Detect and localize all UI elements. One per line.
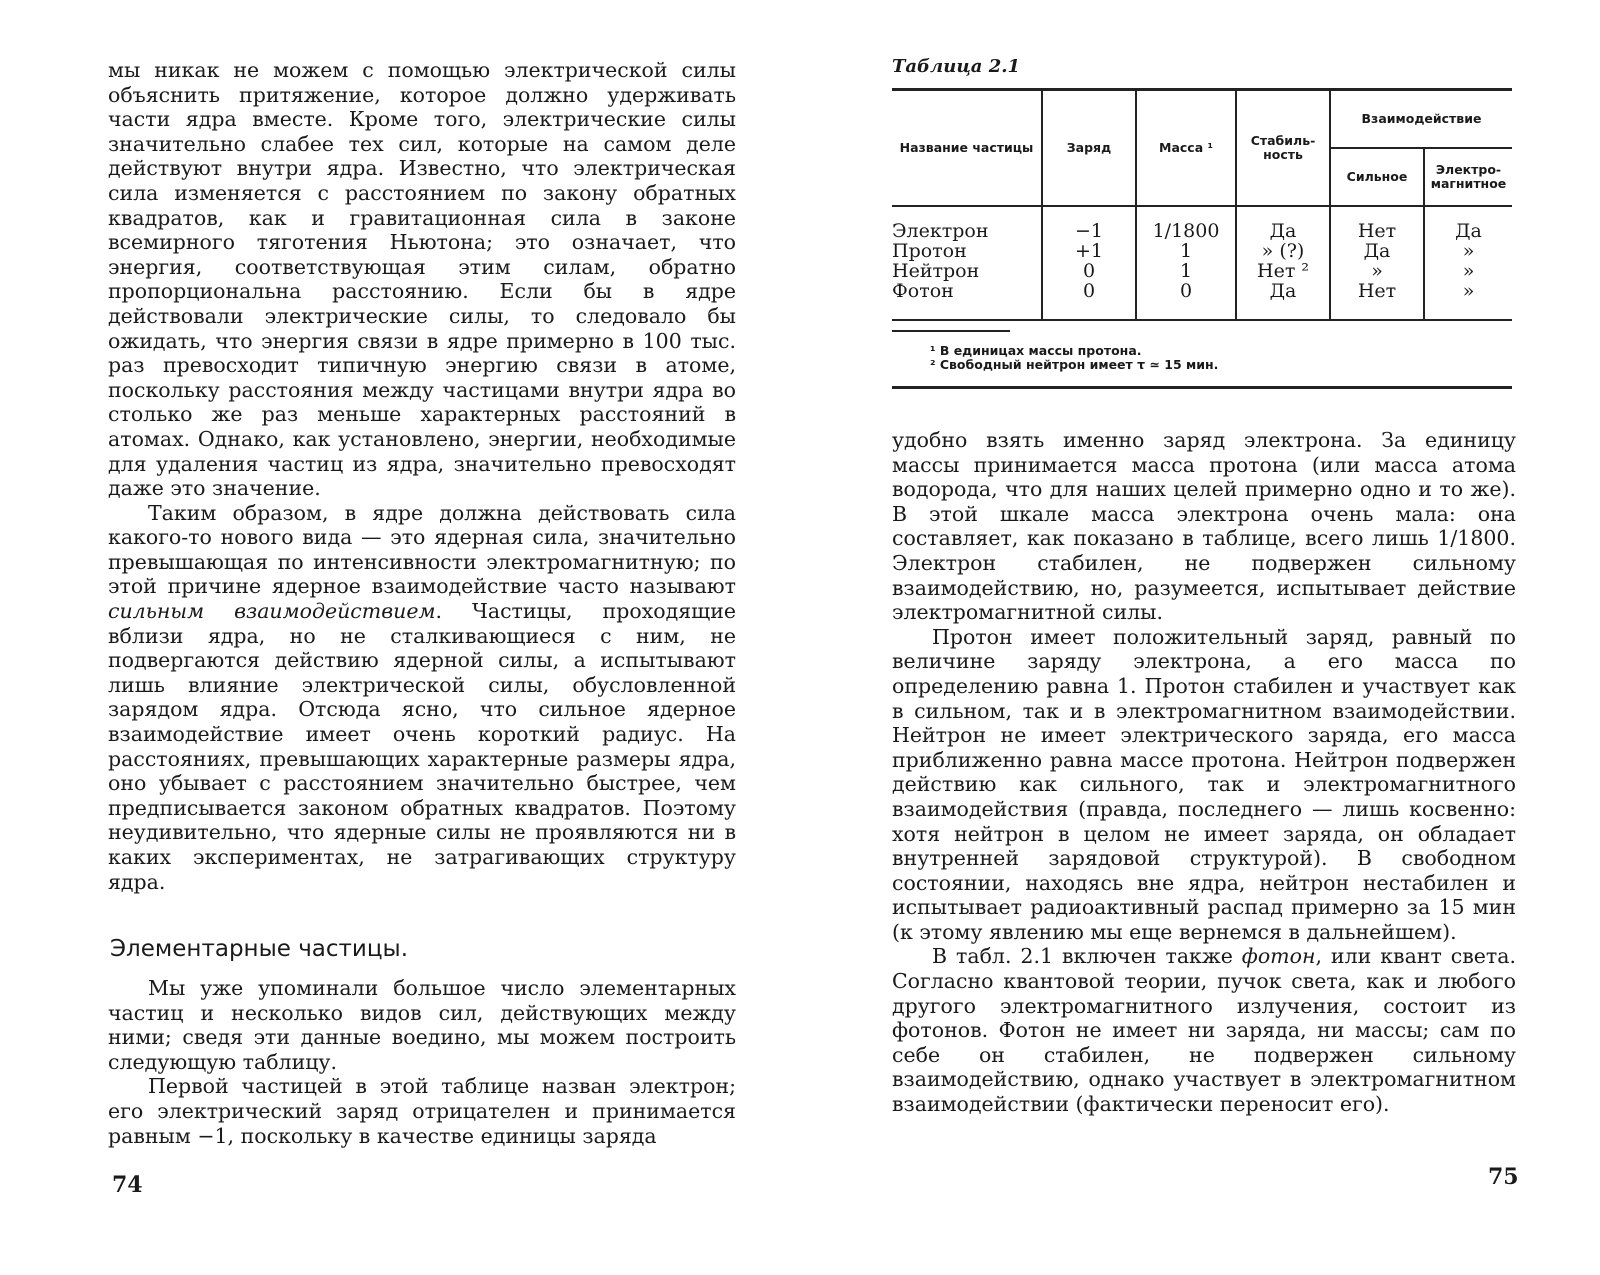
table-cell: » (?) xyxy=(1261,240,1305,262)
table-cell: Протон xyxy=(892,240,967,262)
header-electromagnetic: Электро-магнитное xyxy=(1424,148,1512,206)
table-cell: Да xyxy=(1363,240,1391,262)
table-cell: » xyxy=(1462,260,1475,282)
footnote: ² Свободный нейтрон имеет τ ≃ 15 мин. xyxy=(930,357,1219,372)
table-cell: 0 xyxy=(1082,260,1096,282)
emphasized-term: сильным взаимодействием xyxy=(108,599,436,624)
table-cell: 0 xyxy=(1082,280,1096,302)
section-heading: Элементарные частицы. xyxy=(110,936,409,962)
table-cell: Фотон xyxy=(892,280,954,302)
header-name: Название частицы xyxy=(892,90,1042,207)
table-footnotes xyxy=(930,344,1490,372)
column-electromagnetic xyxy=(1424,206,1512,320)
paragraph: Мы уже упоминали большое число элементарных частиц и несколько видов сил, действующих между ними; сведя эти данные воедино, мы можем построить следующую таблицу. xyxy=(108,976,736,1074)
table-cell: Нет ² xyxy=(1257,260,1309,282)
table-cell: 1/1800 xyxy=(1152,220,1220,242)
paragraph xyxy=(892,944,1516,1116)
right-page xyxy=(800,0,1600,1275)
paragraph-text: В табл. 2.1 включен также xyxy=(932,944,1242,969)
table-cell: Да xyxy=(1269,220,1297,242)
header-stability: Стабиль-ность xyxy=(1236,90,1330,207)
table-cell: 1 xyxy=(1179,260,1193,282)
table-cell: » xyxy=(1462,280,1475,302)
table-cell: Да xyxy=(1455,220,1482,242)
footnote-divider xyxy=(892,330,1010,332)
paragraph: Протон имеет положительный заряд, равный по величине заряду электрона, а его масса по определению равна 1. Протон стабилен и участвует как в сильном, так и в электромагнитном взаимодействии. Нейтрон не имеет электрического заряда, его масса приближенно равна массе протона. Нейтрон подвержен действию как сильного, так и электромагнитного взаимодействия (правда, последнего — лишь косвенно: хотя нейтрон в целом не имеет заряда, он обладает внутренней зарядовой структурой). В свободном состоянии, находясь вне ядра, нейтрон нестабилен и испытывает радиоактивный распад примерно за 15 мин (к этому явлению мы еще вернемся в дальнейшем). xyxy=(892,624,1516,944)
left-text-block xyxy=(108,58,736,894)
column-mass xyxy=(1136,206,1236,320)
paragraph: Первой частицей в этой таблице назван электрон; его электрический заряд отрицателен и принимается равным −1, поскольку в качестве единицы заряда xyxy=(108,1074,736,1148)
paragraph-text: . Частицы, проходящие вблизи ядра, но не сталкивающиеся с ним, не подвергаются действию ядерной силы, а испытывают лишь влияние электрической силы, обусловленной зарядом ядра. Отсюда ясно, что сильное ядерное взаимодействие имеет очень короткий радиус. На расстояниях, превышающих характерные размеры ядра, оно убывает с расстоянием значительно быстрее, чем предписывается законом обратных квадратов. Поэтому неудивительно, что ядерные силы не проявляются ни в каких экспериментах, не затрагивающих структуру ядра. xyxy=(108,599,737,894)
header-interaction: Взаимодействие xyxy=(1330,90,1512,149)
paragraph: мы никак не можем с помощью электрической силы объяснить притяжение, которое должно удерживать части ядра вместе. Кроме того, электрические силы значительно слабее тех сил, которые на самом деле действуют внутри ядра. Известно, что электрическая сила изменяется с расстоянием по закону обратных квадратов, как и гравитационная сила в законе всемирного тяготения Ньютона; это означает, что энергия, соответствующая этим силам, обратно пропорциональна расстоянию. Если бы в ядре действовали электрические силы, то следовало бы ожидать, что энергия связи в ядре примерно в 100 тыс. раз превосходит типичную энергию связи в атоме, поскольку расстояния между частицами внутри ядра во столько же раз меньше характерных расстояний в атомах. Однако, как установлено, энергии, необходимые для удаления частиц из ядра, значительно превосходят даже это значение. xyxy=(108,58,736,501)
table-cell: Электрон xyxy=(892,220,989,242)
table-cell: Нейтрон xyxy=(892,260,980,282)
header-charge: Заряд xyxy=(1042,90,1136,207)
right-text-block xyxy=(892,428,1516,1117)
table-cell: −1 xyxy=(1074,220,1103,242)
column-name xyxy=(892,206,1042,320)
table-cell: Нет xyxy=(1357,280,1397,302)
column-strong xyxy=(1330,206,1424,320)
left-text-block-2 xyxy=(108,976,736,1148)
table-cell: Да xyxy=(1269,280,1297,302)
table-cell: +1 xyxy=(1074,240,1103,262)
paragraph: удобно взять именно заряд электрона. За единицу массы принимается масса протона (или масса атома водорода, что для наших целей примерно одно и то же). В этой шкале масса электрона очень мала: она составляет, как показано в таблице, всего лишь 1/1800. Электрон стабилен, не подвержен сильному взаимодействию, но, разумеется, испытывает действие электромагнитной силы. xyxy=(892,428,1516,625)
header-mass: Масса ¹ xyxy=(1136,90,1236,207)
header-strong: Сильное xyxy=(1330,148,1424,206)
table-cell: 0 xyxy=(1179,280,1193,302)
table-bottom-rule xyxy=(892,386,1512,389)
paragraph-text: , или квант света. Согласно квантовой теории, пучок света, как и любого другого электромагнитного излучения, состоит из фотонов. Фотон не имеет ни заряда, ни массы; сам по себе он стабилен, не подвержен сильному взаимодействию, однако участвует в электромагнитном взаимодействии (фактически переносит его). xyxy=(892,944,1516,1117)
paragraph xyxy=(108,501,736,895)
emphasized-term: фотон xyxy=(1241,944,1316,969)
page-number: 75 xyxy=(1488,1164,1519,1190)
footnote: ¹ В единицах массы протона. xyxy=(930,343,1142,358)
page-number: 74 xyxy=(112,1172,143,1198)
table-cell: Нет xyxy=(1357,220,1397,242)
column-stability xyxy=(1236,206,1330,320)
table-cell: » xyxy=(1371,260,1383,282)
table-cell: 1 xyxy=(1179,240,1193,262)
particles-table xyxy=(892,88,1512,321)
column-charge xyxy=(1042,206,1136,320)
table-title: Таблица 2.1 xyxy=(892,56,1021,77)
table-cell: » xyxy=(1462,240,1475,262)
paragraph-text: Таким образом, в ядре должна действовать сила какого-то нового вида — это ядерная сила, значительно превышающая по интенсивности электромагнитную; по этой причине ядерное взаимодействие часто называют xyxy=(108,500,736,599)
